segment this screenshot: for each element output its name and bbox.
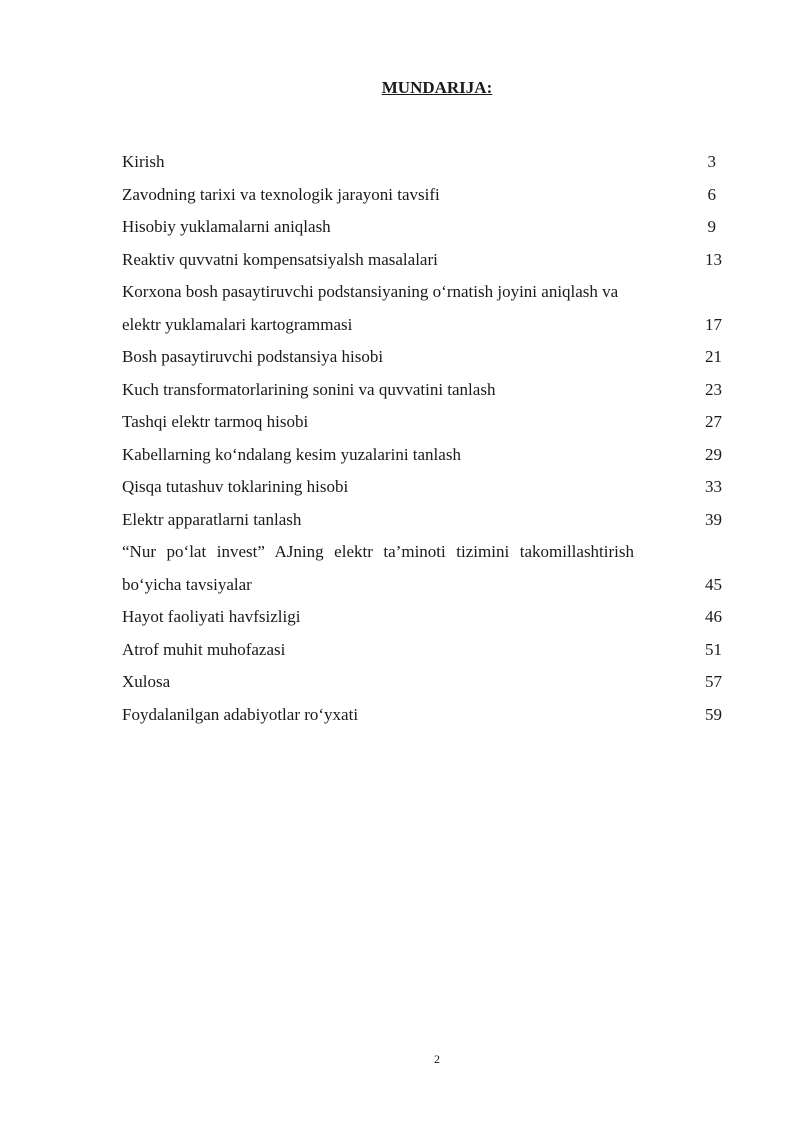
toc-entry (122, 211, 722, 244)
toc-entry-page: 9 (707, 217, 716, 236)
toc-entry (122, 276, 722, 341)
toc-entry-label: Kabellarning ko‘ndalang kesim yuzalarini tanlash (122, 444, 461, 464)
toc-entry-page: 13 (705, 249, 722, 269)
page-number: 2 (434, 1052, 440, 1066)
toc-entry-page: 33 (705, 477, 722, 496)
toc-entry (122, 244, 722, 277)
toc-entry (122, 471, 722, 504)
toc-entry (122, 634, 722, 667)
toc-entry-label: Zavodning tarixi va texnologik jarayoni tavsifi (122, 184, 440, 204)
toc-entry (122, 699, 722, 732)
toc-entry (122, 341, 722, 374)
toc-entry-page: 39 (705, 509, 722, 529)
toc-entry-label (122, 536, 682, 601)
toc-title: MUNDARIJA: (381, 78, 493, 97)
toc-entry (122, 666, 722, 699)
toc-entry-page: 27 (705, 412, 722, 431)
toc-entry (122, 504, 722, 537)
toc-entry-label: Kuch transformatorlarining sonini va quvvatini tanlash (122, 379, 496, 399)
toc-entry (122, 406, 722, 439)
toc-entry-label: Reaktiv quvvatni kompensatsiyalsh masalalari (122, 249, 438, 269)
toc-entry-page: 23 (705, 379, 722, 399)
toc-entry-label: Tashqi elektr tarmoq hisobi (122, 412, 309, 431)
toc-entry-page: 3 (707, 152, 716, 171)
toc-entry-label-line: Korxona bosh pasaytiruvchi podstansiyaning o‘rnatish joyini aniqlash va (122, 282, 619, 301)
toc-entry-label: Bosh pasaytiruvchi podstansiya hisobi (122, 347, 384, 366)
toc-entry-page: 45 (705, 574, 722, 594)
toc-entry (122, 146, 722, 179)
toc-entry (122, 374, 722, 407)
toc-entry-label-line: bo‘yicha tavsiyalar (122, 574, 252, 594)
toc-entry-label-line: elektr yuklamalari kartogrammasi (122, 314, 353, 334)
toc-entry-label: Xulosa (122, 672, 171, 691)
toc-entry-page: 17 (705, 314, 722, 334)
toc-entry-page: 51 (705, 639, 722, 659)
toc-entry-page: 21 (705, 347, 722, 366)
toc-entry (122, 439, 722, 472)
toc-entry-page: 6 (707, 184, 716, 204)
toc-entry (122, 179, 722, 212)
toc-entry-label: Qisqa tutashuv toklarining hisobi (122, 477, 349, 496)
toc-entry-page: 29 (705, 444, 722, 464)
toc-entry-label: Elektr apparatlarni tanlash (122, 509, 302, 529)
table-of-contents (122, 146, 722, 731)
toc-entry-page: 57 (705, 672, 722, 691)
toc-entry-label (122, 276, 682, 341)
toc-entry (122, 601, 722, 634)
toc-entry-page: 46 (705, 607, 722, 626)
toc-entry (122, 536, 722, 601)
toc-entry-label: Kirish (122, 152, 165, 171)
toc-entry-label-line: “Nur po‘lat invest” AJning elektr ta’minoti tizimini takomillashtirish (122, 542, 634, 561)
toc-entry-label: Hisobiy yuklamalarni aniqlash (122, 217, 331, 236)
toc-entry-label: Atrof muhit muhofazasi (122, 639, 286, 659)
toc-entry-label: Hayot faoliyati havfsizligi (122, 607, 301, 626)
toc-entry-page: 59 (705, 704, 722, 724)
toc-entry-label: Foydalanilgan adabiyotlar ro‘yxati (122, 704, 359, 724)
